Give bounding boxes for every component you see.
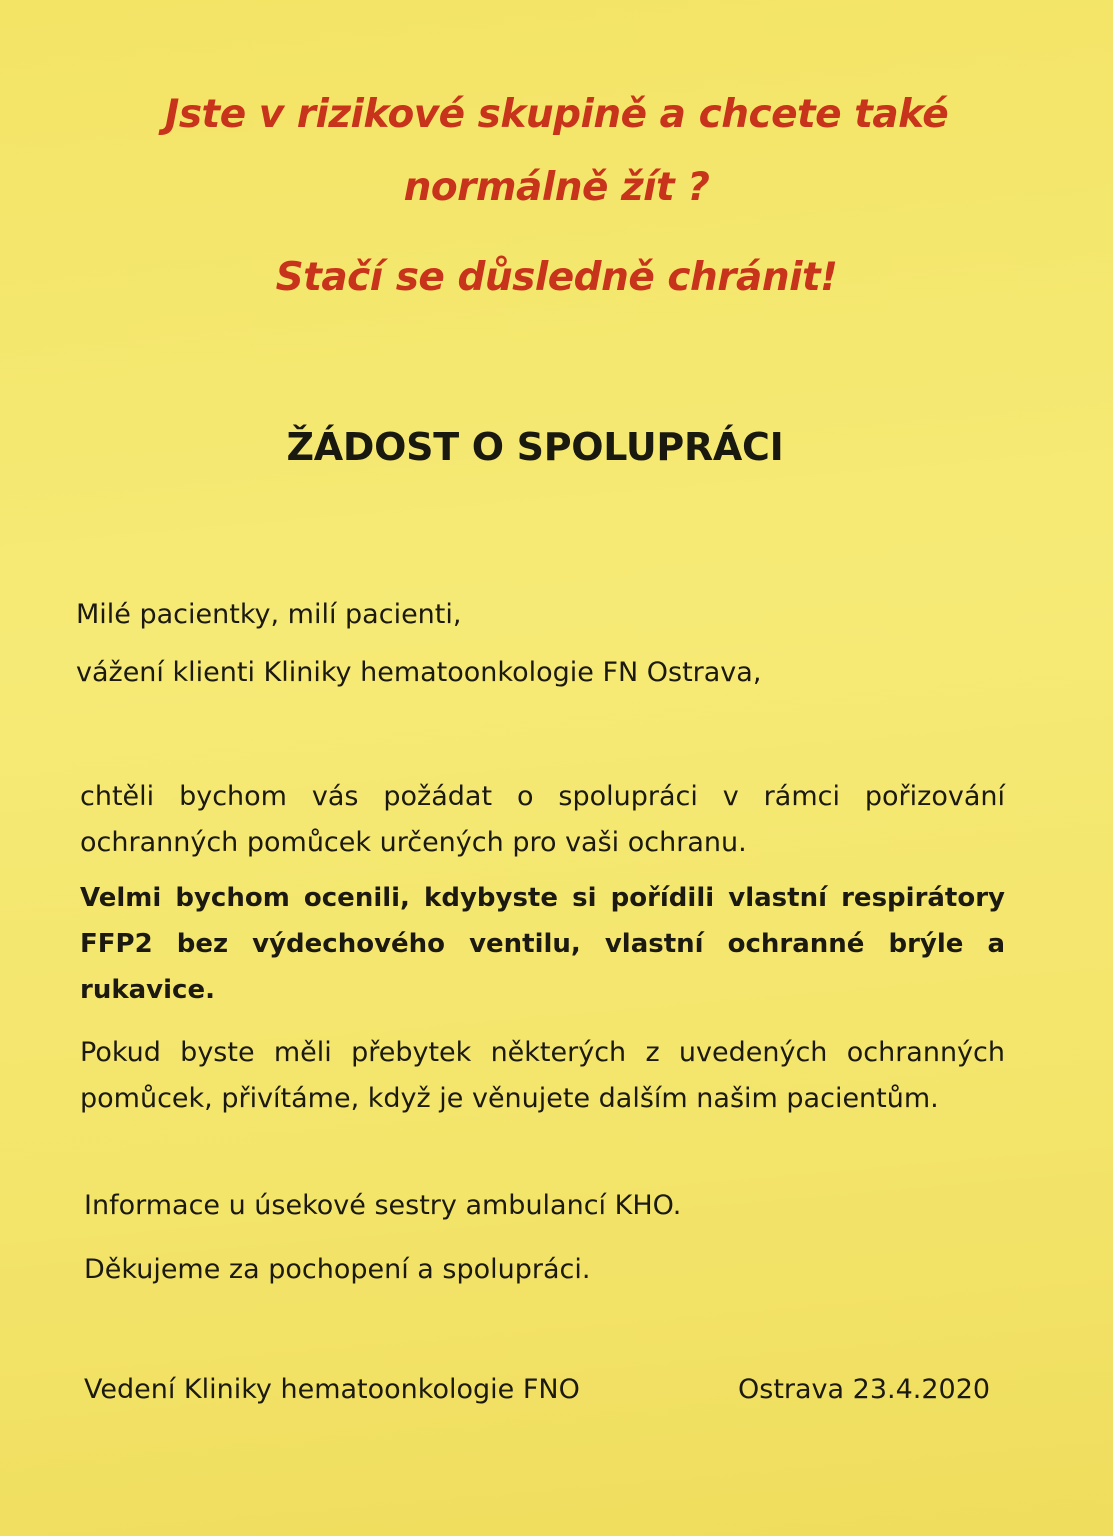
headline-line-2: normálně žít ?	[403, 165, 710, 210]
greeting-line-1: Milé pacientky, milí pacienti,	[76, 599, 462, 630]
headline-line-3: Stačí se důsledně chránit!	[275, 255, 838, 300]
paragraph-request: chtěli bychom vás požádat o spolupráci v rámci pořizování ochranných pomůcek určených pro vaši ochranu.	[80, 781, 1005, 858]
notice-title: ŽÁDOST O SPOLUPRÁCI	[286, 425, 784, 469]
paragraph-information: Informace u úsekové sestry ambulancí KHO.	[84, 1190, 682, 1221]
footer-signature: Vedení Kliniky hematoonkologie FNO	[84, 1374, 580, 1405]
paragraph-thanks: Děkujeme za pochopení a spolupráci.	[84, 1254, 591, 1285]
paragraph-bold-request: Velmi bychom ocenili, kdybyste si pořídili vlastní respirátory FFP2 bez výdechového ventilu, vlastní ochranné brýle a rukavice.	[80, 883, 1005, 1005]
paragraph-surplus: Pokud byste měli přebytek některých z uvedených ochranných pomůcek, přivítáme, když je věnujete dalším našim pacientům.	[80, 1037, 1005, 1114]
headline-line-1: Jste v rizikové skupině a chcete také	[164, 92, 949, 137]
greeting-line-2: vážení klienti Kliniky hematoonkologie FN Ostrava,	[76, 657, 762, 688]
footer-place-date: Ostrava 23.4.2020	[738, 1374, 991, 1405]
